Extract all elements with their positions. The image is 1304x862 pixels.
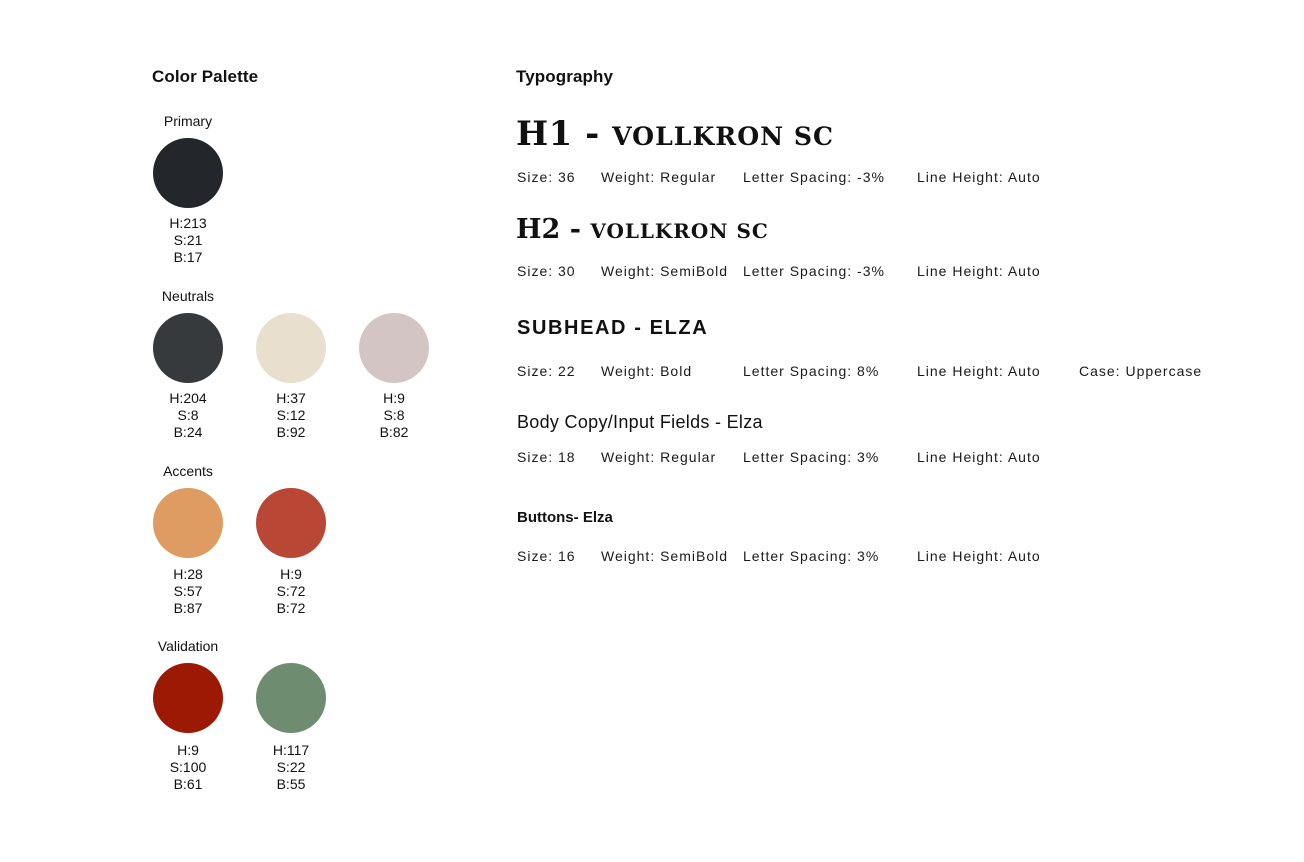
validation-group-label: Validation — [157, 638, 219, 654]
buttons-letter-spacing: Letter Spacing: 3% — [743, 548, 880, 564]
buttons-weight: Weight: SemiBold — [601, 548, 729, 564]
subhead-weight: Weight: Bold — [601, 363, 693, 379]
color-values-validation-1 — [148, 742, 228, 793]
subhead-letter-spacing: Letter Spacing: 8% — [743, 363, 880, 379]
h1-letter-spacing: Letter Spacing: -3% — [743, 169, 885, 185]
color-values-validation-2 — [251, 742, 331, 793]
hue-value: H:9 — [177, 742, 199, 758]
color-values-neutral-1 — [148, 390, 228, 441]
saturation-value: S:22 — [276, 759, 306, 775]
h1-line-height: Line Height: Auto — [917, 169, 1041, 185]
saturation-value: S:57 — [173, 583, 203, 599]
brightness-value: B:24 — [173, 424, 203, 440]
h1-sample-prefix: H1 - — [516, 114, 613, 154]
brightness-value: B:82 — [379, 424, 409, 440]
brightness-value: B:61 — [173, 776, 203, 792]
hue-value: H:28 — [173, 566, 203, 582]
color-swatch-neutral-2 — [256, 313, 326, 383]
h2-sample-font-name: VOLLKRON SC — [590, 219, 769, 243]
h2-sample-prefix: H2 - — [516, 214, 591, 245]
color-swatch-validation-1 — [153, 663, 223, 733]
hue-value: H:213 — [169, 215, 207, 231]
subhead-sample: SUBHEAD - ELZA — [517, 317, 709, 339]
h1-sample-font-name: VOLLKRON SC — [612, 121, 835, 151]
body-copy-sample: Body Copy/Input Fields - Elza — [517, 412, 763, 432]
primary-group-label: Primary — [163, 113, 213, 129]
h1-weight: Weight: Regular — [601, 169, 717, 185]
h2-weight: Weight: SemiBold — [601, 263, 729, 279]
h2-size: Size: 30 — [517, 263, 576, 279]
body-line-height: Line Height: Auto — [917, 449, 1041, 465]
h1-sample — [516, 114, 834, 154]
hue-value: H:9 — [280, 566, 302, 582]
subhead-case: Case: Uppercase — [1079, 363, 1203, 379]
body-letter-spacing: Letter Spacing: 3% — [743, 449, 880, 465]
color-swatch-primary-1 — [153, 138, 223, 208]
saturation-value: S:12 — [276, 407, 306, 423]
accents-group-label: Accents — [163, 463, 213, 479]
color-swatch-accent-2 — [256, 488, 326, 558]
saturation-value: S:72 — [276, 583, 306, 599]
brightness-value: B:87 — [173, 600, 203, 616]
buttons-size: Size: 16 — [517, 548, 576, 564]
color-palette-title: Color Palette — [152, 67, 259, 86]
color-swatch-accent-1 — [153, 488, 223, 558]
color-swatch-neutral-1 — [153, 313, 223, 383]
color-values-accent-1 — [148, 566, 228, 617]
saturation-value: S:8 — [383, 407, 405, 423]
color-values-neutral-2 — [251, 390, 331, 441]
neutrals-group-label: Neutrals — [161, 288, 215, 304]
subhead-size: Size: 22 — [517, 363, 576, 379]
hue-value: H:37 — [276, 390, 306, 406]
h2-line-height: Line Height: Auto — [917, 263, 1041, 279]
brightness-value: B:55 — [276, 776, 306, 792]
brightness-value: B:72 — [276, 600, 306, 616]
hue-value: H:117 — [272, 742, 310, 758]
brightness-value: B:17 — [173, 249, 203, 265]
hue-value: H:204 — [169, 390, 207, 406]
color-values-accent-2 — [251, 566, 331, 617]
hue-value: H:9 — [383, 390, 405, 406]
typography-title: Typography — [516, 67, 614, 86]
brightness-value: B:92 — [276, 424, 306, 440]
color-swatch-neutral-3 — [359, 313, 429, 383]
buttons-sample: Buttons- Elza — [517, 509, 613, 526]
color-values-neutral-3 — [354, 390, 434, 441]
buttons-line-height: Line Height: Auto — [917, 548, 1041, 564]
body-size: Size: 18 — [517, 449, 576, 465]
saturation-value: S:100 — [169, 759, 207, 775]
subhead-line-height: Line Height: Auto — [917, 363, 1041, 379]
h1-size: Size: 36 — [517, 169, 576, 185]
h2-letter-spacing: Letter Spacing: -3% — [743, 263, 885, 279]
saturation-value: S:8 — [177, 407, 199, 423]
color-values-primary-1 — [148, 215, 228, 266]
h2-sample — [516, 214, 769, 245]
body-weight: Weight: Regular — [601, 449, 717, 465]
color-swatch-validation-2 — [256, 663, 326, 733]
saturation-value: S:21 — [173, 232, 203, 248]
